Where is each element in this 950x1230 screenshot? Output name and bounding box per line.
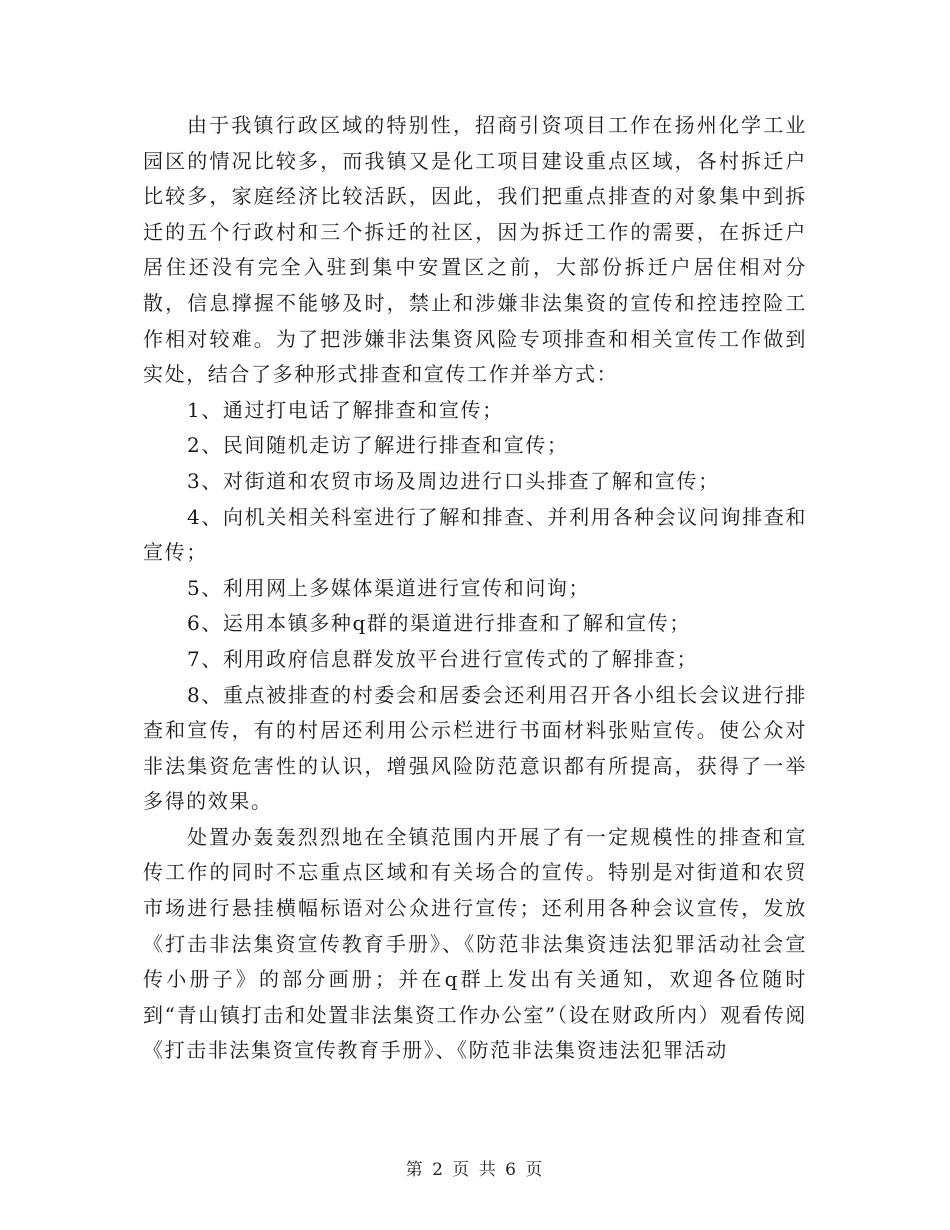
list-item-4: 4、向机关相关科室进行了解和排查、并利用各种会议问询排查和宣传； [143,504,807,565]
list-item-3: 3、对街道和农贸市场及周边进行口头排查了解和宣传； [187,468,720,493]
document-body [143,108,807,1069]
list-item-8: 8、重点被排查的村委会和居委会还利用召开各小组长会议进行排查和宣传，有的村居还利用公示栏进行书面材料张贴宣传。使公众对非法集资危害性的认识，增强风险防范意识都有所提高，获得了一举多得的效果。 [143,682,807,814]
list-item-7: 7、利用政府信息群发放平台进行宣传式的了解排查； [187,646,699,671]
intro-paragraph: 由于我镇行政区域的特别性，招商引资项目工作在扬州化学工业园区的情况比较多，而我镇又是化工项目建设重点区域，各村拆迁户比较多，家庭经济比较活跃，因此，我们把重点排查的对象集中到拆迁的五个行政村和三个拆迁的社区，因为拆迁工作的需要，在拆迁户居住还没有完全入驻到集中安置区之前，大部份拆迁户居住相对分散，信息撑握不能够及时，禁止和涉嫌非法集资的宣传和控违控险工作相对较难。为了把涉嫌非法集资风险专项排查和相关宣传工作做到实处，结合了多种形式排查和宣传工作并举方式： [143,113,807,387]
page-number-footer: 第 2 页 共 6 页 [405,1160,545,1180]
list-item-1: 1、通过打电话了解排查和宣传； [187,397,504,422]
closing-paragraph: 处置办轰轰烈烈地在全镇范围内开展了有一定规模性的排查和宣传工作的同时不忘重点区域和有关场合的宣传。特别是对街道和农贸市场进行悬挂横幅标语对公众进行宣传；还利用各种会议宣传，发放《打击非法集资宣传教育手册》、《防范非法集资违法犯罪活动社会宣传小册子》的部分画册；并在q群上发出有关通知，欢迎各位随时到“青山镇打击和处置非法集资工作办公室”（设在财政所内）观看传阅《打击非法集资宣传教育手册》、《防范非法集资违法犯罪活动 [143,824,807,1063]
list-item-2: 2、民间随机走访了解进行排查和宣传； [187,433,569,458]
list-item-5: 5、利用网上多媒体渠道进行宣传和问询； [187,575,591,600]
list-item-6: 6、运用本镇多种q群的渠道进行排查和了解和宣传； [187,611,691,636]
